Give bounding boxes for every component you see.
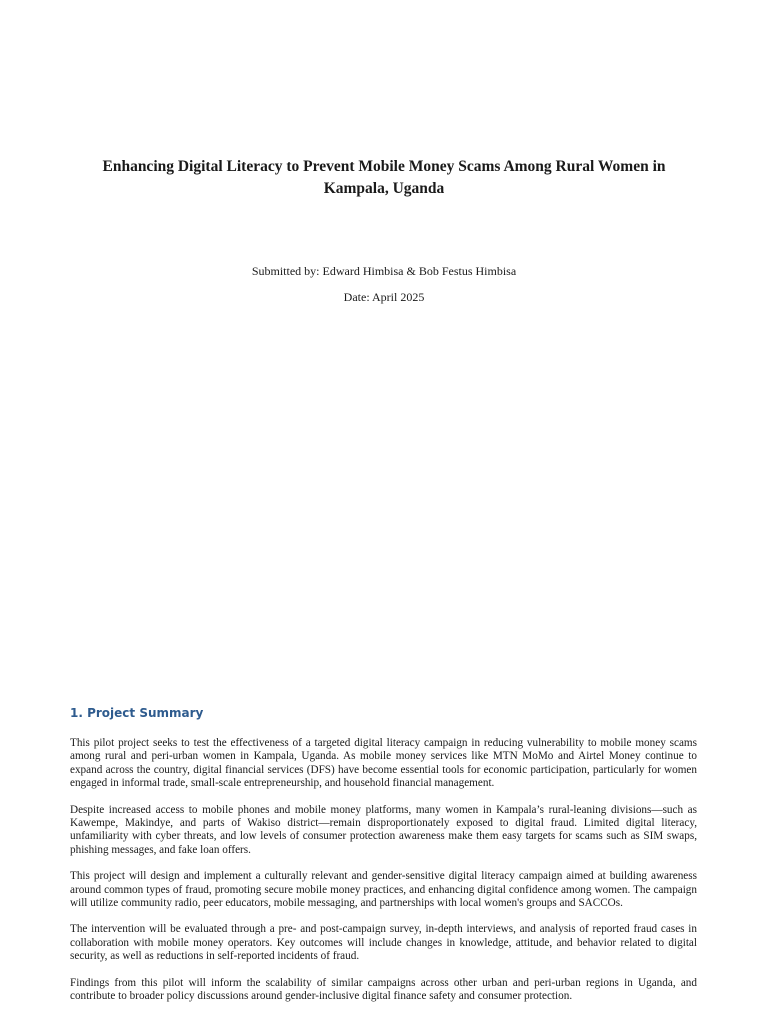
paragraph: This project will design and implement a culturally relevant and gender-sensitive digital literacy campaign aimed at building awareness around common types of fraud, promoting secure mobile money practices, and enhancing digital confidence among women. The campaign will utilize community radio, peer educators, mobile messaging, and partnerships with local women's groups and SACCOs. [70, 870, 697, 910]
section-heading: 1. Project Summary [70, 706, 204, 720]
paragraph: Despite increased access to mobile phones and mobile money platforms, many women in Kampala’s rural-leaning divisions—such as Kawempe, Makindye, and parts of Wakiso district—remain disproportionately exposed to digital fraud. Limited digital literacy, unfamiliarity with cyber threats, and low levels of consumer protection awareness make them easy targets for scams such as SIM swaps, phishing messages, and fake loan offers. [70, 803, 697, 856]
paragraph: The intervention will be evaluated through a pre- and post-campaign survey, in-depth interviews, and analysis of reported fraud cases in collaboration with mobile money operators. Key outcomes will include changes in knowledge, attitude, and behavior related to digital security, as well as reductions in self-reported incidents of fraud. [70, 923, 697, 963]
submitted-by: Submitted by: Edward Himbisa & Bob Festus Himbisa [251, 264, 517, 278]
paragraph: This pilot project seeks to test the effectiveness of a targeted digital literacy campaign in reducing vulnerability to mobile money scams among rural and peri-urban women in Kampala, Uganda. As mobile money services like MTN MoMo and Airtel Money continue to expand across the country, digital financial services (DFS) have become essential tools for economic participation, particularly for women engaged in informal trade, small-scale entrepreneurship, and household financial management. [70, 737, 697, 790]
section-body [70, 737, 697, 1017]
document-title: Enhancing Digital Literacy to Prevent Mobile Money Scams Among Rural Women in Kampala, Uganda [102, 158, 666, 197]
paragraph: Findings from this pilot will inform the scalability of similar campaigns across other urban and peri-urban regions in Uganda, and contribute to broader policy discussions around gender-inclusive digital finance safety and consumer protection. [70, 976, 697, 1003]
document-date: Date: April 2025 [343, 290, 425, 304]
